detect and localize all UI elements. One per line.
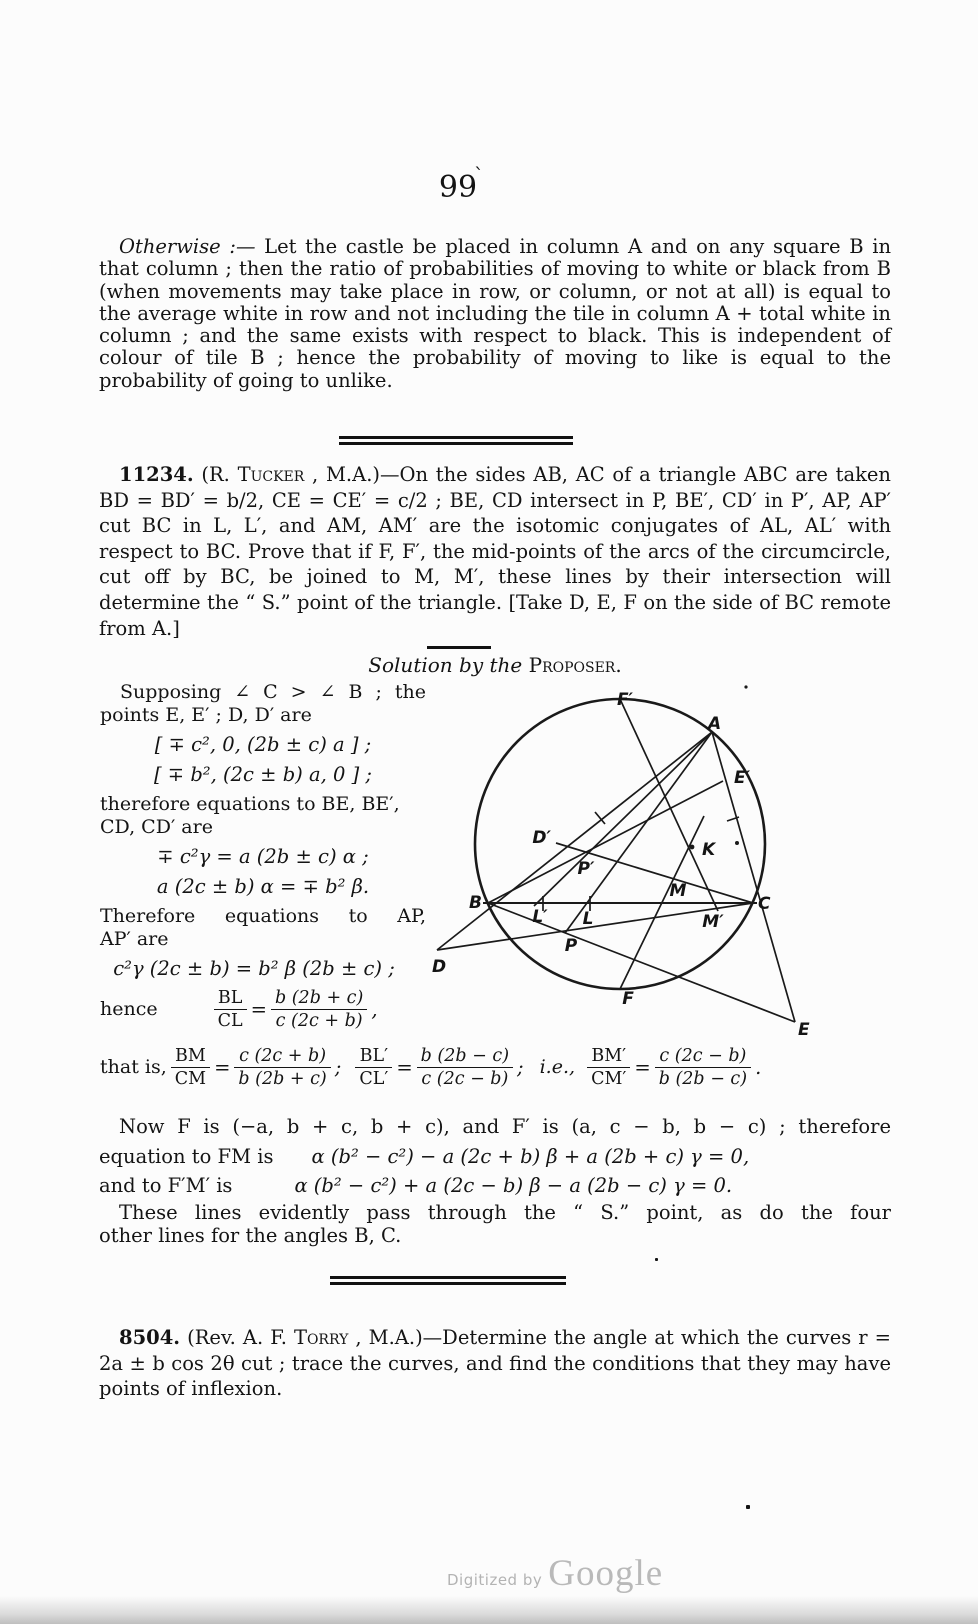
stray-dot-lower-page [746, 1505, 750, 1509]
equation-fpmp-label: and to F′M′ is [99, 1174, 233, 1197]
comma: , [371, 998, 378, 1021]
problem-8504 [99, 1325, 891, 1402]
problem-author: Torry [293, 1326, 349, 1349]
label-P-prime: P′ [577, 859, 595, 879]
line-AL-prime-through-P-prime [534, 732, 712, 906]
section-divider-rule [339, 436, 573, 445]
page-number-mark: ` [474, 163, 484, 187]
sol-line-4: CD, CD′ are [100, 815, 213, 838]
google-logo: Google [548, 1553, 664, 1594]
sol-coords-1: [ ∓ c², 0, (2b ± c) a ] ; [154, 733, 372, 756]
line-BE-prime [488, 781, 723, 903]
label-L-prime: L′ [532, 907, 548, 927]
label-M-prime: M′ [702, 912, 724, 932]
otherwise-text: Let the castle be placed in column A and on any square B in that column ; then the ratio of probabilities of moving to white or black from B (when movements may take place in row, or column, or not at all) is equal to the average white in row and not including the tile in column A + total white in column ; and the same exists with respect to black. This is independent of colour of tile B ; hence the probability of moving to like is equal to the probability of going to unlike. [99, 235, 891, 392]
label-P: P [564, 936, 578, 956]
circumcircle [475, 699, 765, 989]
problem-number: 11234. [119, 463, 194, 486]
fraction-BMp-CMp: $\frac{BM'}{CM'}$ [587, 1046, 630, 1089]
fraction-b2bmc-c2cmb: $\frac{b (2b - c)}{c (2c - b)}$ [417, 1046, 513, 1089]
geometry-figure [410, 655, 812, 1047]
short-divider-rule [427, 646, 491, 649]
line-AB-extended-to-D [437, 732, 712, 950]
ie-word: i.e., [539, 1056, 576, 1079]
sol-equation-3: c²γ (2c ± b) = b² β (2b ± c) ; [113, 957, 395, 980]
fraction-c2cb-b2bc: $\frac{c (2c + b)}{b (2b + c)}$ [234, 1046, 330, 1089]
stray-dot-above-rule [655, 1258, 658, 1261]
label-L: L [582, 909, 594, 929]
problem-statement: , M.A.)—On the sides AB, AC of a triangle ABC are taken BD = BD′ = b/2, CE = CE′ = c/2 ; BE, CD intersect in P, BE′, CD′ in P′, AP, AP′ cut BC in L, L′, and AM, AM′ are the isotomic conjugates of AL, AL′ with respect to BC. Prove that if F, F′, the mid-points of the arcs of the circumcircle, cut off by BC, be joined to M, M′, these lines by their intersection will determine the “ S.” point of the triangle. [Take D, E, F on the side of BC remote from A.] [99, 463, 891, 640]
page-bottom-edge [0, 1596, 978, 1624]
equals-sign: = [250, 998, 267, 1021]
watermark-prefix: Digitized by [447, 1571, 543, 1589]
otherwise-lead: Otherwise :— [119, 235, 256, 258]
equation-fm-row [99, 1145, 891, 1168]
stray-dot-near-K [735, 841, 739, 845]
closing-line-1: These lines evidently pass through the “ S.” point, as do the four [119, 1201, 891, 1224]
point-K-dot [690, 845, 695, 850]
sol-line-3: therefore equations to BE, BE′, [100, 793, 400, 815]
sol-line-6: AP′ are [100, 927, 169, 950]
problem-byline-pre: (Rev. A. F. [187, 1326, 294, 1349]
hence-word: hence [100, 998, 158, 1021]
equation-fpmp: α (b² − c²) + a (2c − b) β − a (2b − c) γ = 0. [294, 1174, 733, 1197]
equals-sign: = [214, 1056, 231, 1079]
problem-byline-pre: (R. [201, 463, 238, 486]
paragraph-otherwise [99, 236, 891, 392]
label-E-prime: E′ [734, 768, 751, 788]
label-D: D [431, 957, 447, 977]
fraction-BL-CL: $\frac{BL}{CL}$ [214, 988, 247, 1031]
equation-fpmp-row [99, 1174, 891, 1197]
line-AC-extended-to-E [712, 732, 795, 1022]
label-D-prime: D′ [532, 828, 551, 848]
now-f-line: Now F is (−a, b + c, b + c), and F′ is (a, c − b, b − c) ; therefore [119, 1115, 891, 1138]
line-F-prime-M-prime-through-K [620, 699, 718, 911]
label-M: M [669, 881, 687, 901]
section-divider-rule-2 [330, 1276, 566, 1285]
label-K: K [702, 840, 716, 860]
hence-equation [210, 988, 378, 1031]
closing-line-2: other lines for the angles B, C. [99, 1224, 402, 1247]
fraction-c2cmb-b2bmc: $\frac{c (2c - b)}{b (2b - c)}$ [655, 1046, 751, 1089]
sol-equation-1: ∓ c²γ = a (2b ± c) α ; [157, 845, 369, 868]
label-F: F [622, 989, 634, 1009]
problem-number: 8504. [119, 1326, 181, 1349]
label-C: C [758, 894, 771, 914]
solution-left-column [100, 681, 426, 1031]
fraction-b2bc-c2cb: $\frac{b (2b + c)}{c (2c + b)}$ [271, 988, 367, 1031]
hence-equation-row [100, 988, 426, 1031]
problem-statement: , M.A.)—Determine the angle at which the curves r = 2a ± b cos 2θ cut ; trace the curves, and find the conditions that they may have points of inflexion. [99, 1326, 891, 1401]
sol-line-5: Therefore equations to AP, [100, 905, 426, 927]
that-is-word: that is, [100, 1056, 167, 1079]
label-F-prime: F′ [616, 690, 634, 710]
fraction-BLp-CLp: $\frac{BL'}{CL'}$ [355, 1046, 392, 1089]
equation-fm-label: equation to FM is [99, 1145, 274, 1168]
equation-fm: α (b² − c²) − a (2c + b) β + a (2b + c) γ = 0, [311, 1145, 750, 1168]
that-is-equation-row [100, 1046, 892, 1089]
digitized-watermark [447, 1552, 663, 1595]
sol-line-2: points E, E′ ; D, D′ are [100, 703, 312, 726]
equals-sign: = [634, 1056, 651, 1079]
problem-author: Tucker [237, 463, 305, 486]
label-A: A [708, 714, 722, 734]
page-number: 99 [438, 170, 478, 205]
stray-dot-top-right [744, 685, 747, 688]
fraction-BM-CM: $\frac{BM}{CM}$ [171, 1046, 210, 1089]
separator: ; [334, 1056, 342, 1079]
problem-11234 [99, 462, 891, 641]
solution-heading-lead: Solution by the [368, 653, 529, 677]
solution-heading-author: Proposer. [528, 653, 622, 677]
separator: ; [517, 1056, 524, 1079]
period: . [755, 1056, 762, 1079]
sol-line-1: Supposing ∠ C > ∠ B ; the [120, 681, 426, 703]
label-E: E [798, 1020, 810, 1040]
label-B: B [469, 893, 482, 913]
sol-coords-2: [ ∓ b², (2c ± b) a, 0 ] ; [153, 763, 372, 786]
equals-sign: = [396, 1056, 413, 1079]
sol-equation-2: a (2c ± b) α = ∓ b² β. [156, 875, 370, 898]
